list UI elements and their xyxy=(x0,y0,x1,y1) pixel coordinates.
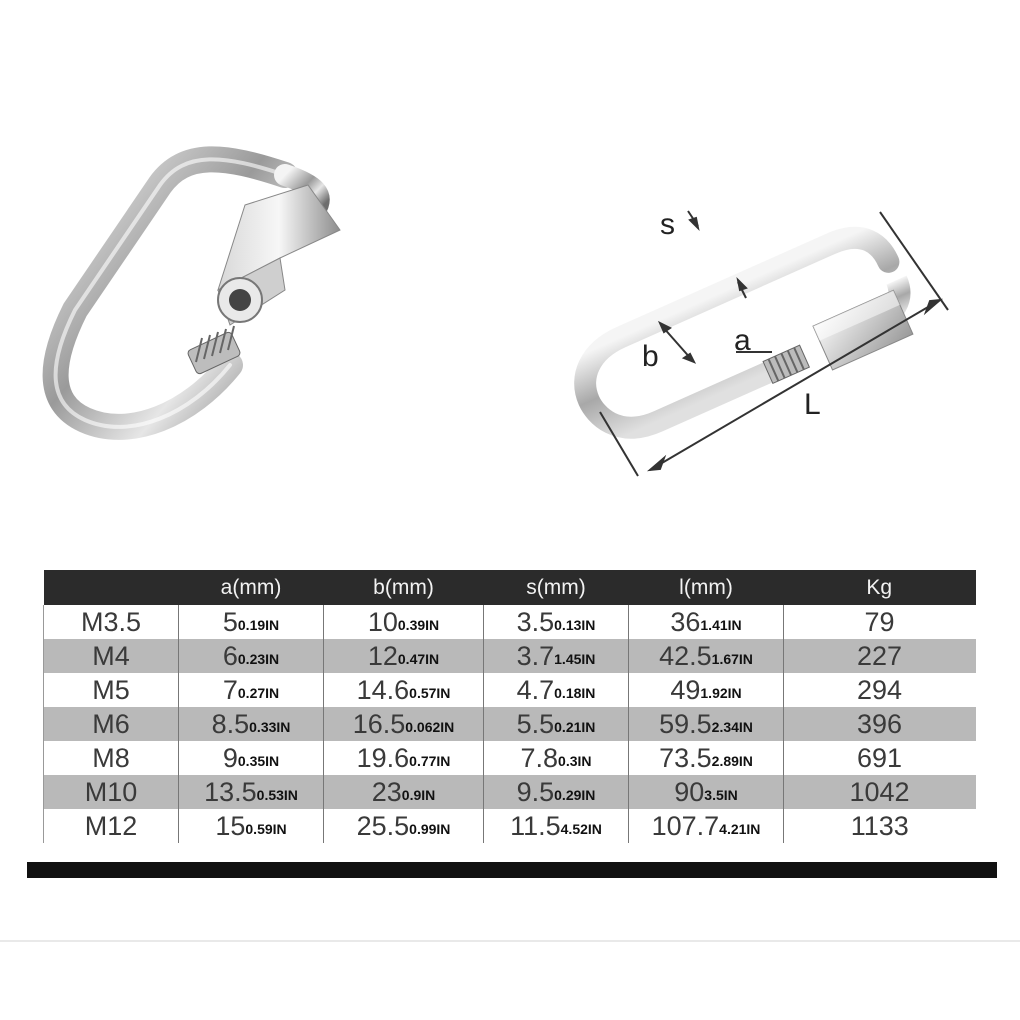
value-in: 0.9IN xyxy=(401,786,436,803)
value-in: 0.35IN xyxy=(237,752,280,769)
value-in: 4.21IN xyxy=(719,820,761,837)
value-mm: 19.6 xyxy=(356,742,410,773)
cell-size: M3.5 xyxy=(44,605,179,639)
cell-a xyxy=(179,775,324,809)
value-mm: 10 xyxy=(367,606,398,637)
value-mm: 4.7 xyxy=(516,674,555,705)
header-a: a(mm) xyxy=(179,570,324,605)
cell-b xyxy=(324,741,484,775)
cell-a xyxy=(179,707,324,741)
header-kg: Kg xyxy=(784,570,976,605)
value-mm: 9.5 xyxy=(516,776,555,807)
divider xyxy=(0,940,1020,942)
value-in: 1.67IN xyxy=(711,650,753,667)
value-in: 0.39IN xyxy=(397,616,440,633)
value-mm: 13.5 xyxy=(204,776,257,807)
cell-size: M12 xyxy=(44,809,179,843)
cell-a xyxy=(179,673,324,707)
value-in: 0.18IN xyxy=(554,684,596,701)
cell-l xyxy=(629,775,784,809)
hex-nut xyxy=(813,290,913,370)
value-mm: 3.7 xyxy=(516,640,555,671)
table-row xyxy=(44,673,976,707)
header-b: b(mm) xyxy=(324,570,484,605)
cell-s xyxy=(484,741,629,775)
value-mm: 23 xyxy=(371,776,402,807)
cell-l xyxy=(629,809,784,843)
cell-s xyxy=(484,673,629,707)
value-in: 0.13IN xyxy=(554,616,596,633)
value-mm: 11.5 xyxy=(510,810,561,841)
value-in: 0.27IN xyxy=(237,684,280,701)
table-header-row xyxy=(44,570,976,605)
cell-kg: 1042 xyxy=(784,775,976,809)
cell-s xyxy=(484,809,629,843)
value-in: 0.77IN xyxy=(409,752,451,769)
table-row xyxy=(44,809,976,843)
dim-label-L: L xyxy=(804,388,821,421)
value-in: 3.5IN xyxy=(704,786,738,803)
table-row xyxy=(44,707,976,741)
table-row xyxy=(44,741,976,775)
cell-b xyxy=(324,605,484,639)
cell-s xyxy=(484,775,629,809)
cell-kg: 1133 xyxy=(784,809,976,843)
value-in: 1.41IN xyxy=(700,616,742,633)
value-mm: 12 xyxy=(367,640,398,671)
cell-kg: 294 xyxy=(784,673,976,707)
quick-link-photo xyxy=(40,140,350,460)
value-mm: 36 xyxy=(670,606,701,637)
cell-kg: 396 xyxy=(784,707,976,741)
value-in: 0.3IN xyxy=(558,752,592,769)
cell-kg: 227 xyxy=(784,639,976,673)
value-mm: 9 xyxy=(222,742,238,773)
table-row xyxy=(44,639,976,673)
cell-l xyxy=(629,605,784,639)
hex-nut xyxy=(218,185,340,325)
value-in: 0.29IN xyxy=(554,786,596,803)
value-in: 0.99IN xyxy=(409,820,451,837)
cell-s xyxy=(484,605,629,639)
table-bottom-bar xyxy=(27,862,997,878)
cell-s xyxy=(484,707,629,741)
value-in: 2.34IN xyxy=(711,718,753,735)
cell-b xyxy=(324,639,484,673)
cell-l xyxy=(629,673,784,707)
cell-l xyxy=(629,639,784,673)
value-in: 0.57IN xyxy=(409,684,451,701)
value-in: 0.062IN xyxy=(405,718,455,735)
value-in: 0.19IN xyxy=(237,616,280,633)
spec-table xyxy=(43,570,976,843)
value-in: 4.52IN xyxy=(560,820,602,837)
value-mm: 16.5 xyxy=(352,708,406,739)
header-size xyxy=(44,570,179,605)
value-mm: 15 xyxy=(215,810,246,841)
cell-a xyxy=(179,741,324,775)
threaded-end xyxy=(763,345,809,383)
value-mm: 90 xyxy=(674,776,705,807)
cell-a xyxy=(179,639,324,673)
cell-b xyxy=(324,809,484,843)
cell-kg: 79 xyxy=(784,605,976,639)
value-mm: 7.8 xyxy=(520,742,559,773)
cell-b xyxy=(324,707,484,741)
table-row xyxy=(44,605,976,639)
cell-b xyxy=(324,775,484,809)
cell-l xyxy=(629,741,784,775)
value-mm: 8.5 xyxy=(211,708,250,739)
value-mm: 5.5 xyxy=(516,708,555,739)
value-mm: 7 xyxy=(222,674,238,705)
value-mm: 73.5 xyxy=(659,742,712,773)
table-row xyxy=(44,775,976,809)
cell-size: M5 xyxy=(44,673,179,707)
cell-a xyxy=(179,809,324,843)
cell-size: M8 xyxy=(44,741,179,775)
value-mm: 49 xyxy=(670,674,701,705)
dim-label-b: b xyxy=(642,340,659,373)
value-in: 0.23IN xyxy=(237,650,280,667)
value-in: 0.53IN xyxy=(256,786,298,803)
cell-a xyxy=(179,605,324,639)
value-mm: 59.5 xyxy=(659,708,712,739)
cell-s xyxy=(484,639,629,673)
value-in: 0.33IN xyxy=(249,718,291,735)
value-in: 0.59IN xyxy=(245,820,287,837)
value-mm: 14.6 xyxy=(356,674,410,705)
value-mm: 42.5 xyxy=(659,640,712,671)
value-in: 2.89IN xyxy=(711,752,753,769)
dim-label-a: a xyxy=(734,324,751,357)
value-mm: 3.5 xyxy=(516,606,555,637)
cell-b xyxy=(324,673,484,707)
cell-kg: 691 xyxy=(784,741,976,775)
cell-size: M4 xyxy=(44,639,179,673)
value-mm: 6 xyxy=(222,640,238,671)
value-in: 1.45IN xyxy=(554,650,596,667)
header-l: l(mm) xyxy=(629,570,784,605)
header-s: s(mm) xyxy=(484,570,629,605)
dim-label-s: s xyxy=(660,208,675,241)
value-in: 1.92IN xyxy=(700,684,742,701)
cell-l xyxy=(629,707,784,741)
value-mm: 5 xyxy=(222,606,238,637)
dimension-diagram xyxy=(560,180,980,490)
value-mm: 107.7 xyxy=(651,810,720,841)
value-in: 0.47IN xyxy=(397,650,440,667)
value-in: 0.21IN xyxy=(554,718,596,735)
cell-size: M6 xyxy=(44,707,179,741)
value-mm: 25.5 xyxy=(356,810,410,841)
cell-size: M10 xyxy=(44,775,179,809)
